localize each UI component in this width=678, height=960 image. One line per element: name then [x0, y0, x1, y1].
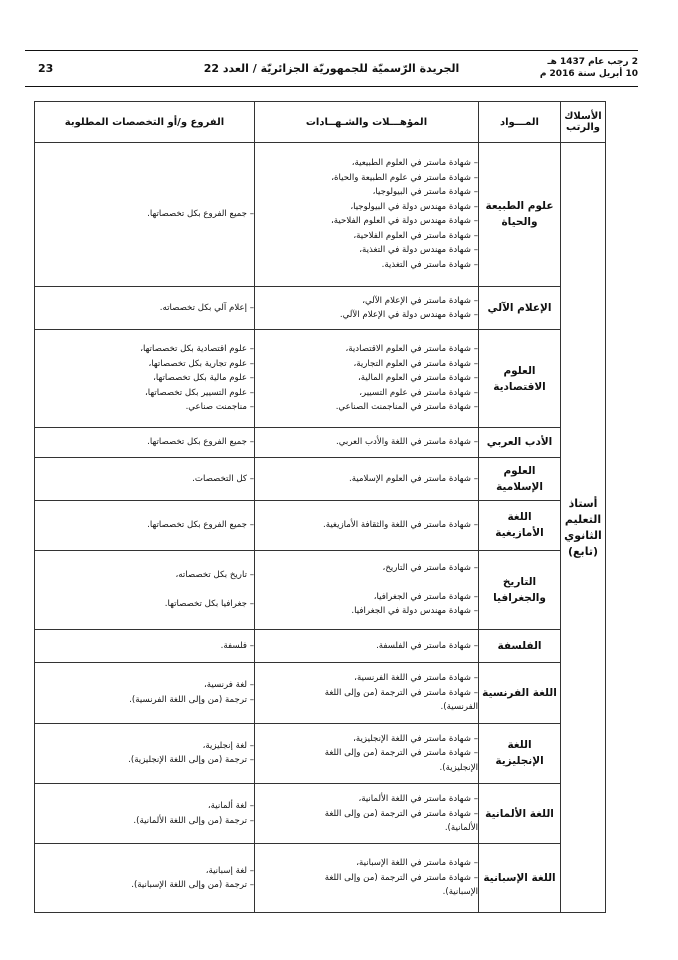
table-row — [35, 784, 606, 844]
qualifications-cell — [255, 427, 479, 457]
specialty-item: – ترجمة (من وإلى اللغة الإسبانية). — [131, 880, 254, 891]
header-subject: المـــواد — [479, 102, 561, 143]
specialties-cell — [35, 501, 255, 550]
subject-cell — [479, 663, 561, 723]
subject-label: الإسلامية — [496, 481, 543, 494]
qualifications-cell — [255, 723, 479, 783]
subject-cell — [479, 501, 561, 550]
table-row — [35, 501, 606, 550]
subject-label: اللغة الفرنسية — [482, 686, 557, 699]
rank-label: التعليم — [564, 512, 602, 526]
qualification-item: – شهادة ماستر في اللغة الإسبانية، — [356, 858, 478, 869]
specialty-item: – لغة إسبانية، — [205, 865, 254, 876]
table-row — [35, 458, 606, 501]
specialty-item: – جغرافيا بكل تخصصاتها. — [164, 599, 254, 610]
qualification-item: الإنجليزية). — [439, 762, 478, 773]
qualifications-cell — [255, 784, 479, 844]
qualifications-cell — [255, 458, 479, 501]
table-row — [35, 143, 606, 287]
subject-label: العلوم — [503, 465, 536, 478]
qualification-item: الإسبانية). — [442, 887, 478, 898]
qualification-item: – شهادة ماستر في الترجمة (من وإلى اللغة — [324, 872, 478, 883]
qualification-item: – شهادة ماستر في العلوم المالية، — [357, 373, 478, 384]
header-rank: الأسلاك والرتب — [561, 102, 606, 143]
qualifications-cell — [255, 663, 479, 723]
qualifications-cell — [255, 844, 479, 913]
subject-cell — [479, 143, 561, 287]
qualifications-cell — [255, 630, 479, 663]
specialties-cell — [35, 286, 255, 329]
specialty-item: – جميع الفروع بكل تخصصاتها. — [147, 209, 254, 220]
table-row — [35, 330, 606, 428]
qualification-item: – شهادة ماستر في الترجمة (من وإلى اللغة — [324, 748, 478, 759]
qualification-item: – شهادة ماستر في الفلسفة. — [376, 640, 478, 651]
qualification-item: الفرنسية). — [440, 702, 478, 713]
specialty-item: – لغة إنجليزية، — [202, 740, 254, 751]
journal-title: الجريدة الرّسميّة للجمهوريّة الجزائريّة / العدد 22 — [203, 62, 460, 75]
specialties-cell — [35, 143, 255, 287]
page-number: 23 — [38, 62, 54, 75]
table-header-row — [35, 102, 606, 143]
specialty-item: – ترجمة (من وإلى اللغة الإنجليزية). — [128, 755, 254, 766]
qualification-item: – شهادة ماستر في الإعلام الآلي، — [362, 295, 478, 306]
qualification-item: – شهادة ماستر في التغذية. — [381, 259, 478, 270]
qualification-item: – شهادة ماستر في اللغة والأدب العربي. — [336, 437, 478, 448]
qualification-item: – شهادة مهندس دولة في العلوم الفلاحية، — [331, 216, 478, 227]
subject-cell — [479, 550, 561, 630]
rank-label: أستاذ — [568, 496, 598, 510]
header-qualifications: المؤهـــلات والشـهــادات — [255, 102, 479, 143]
subject-label: العلوم — [503, 364, 536, 377]
specialty-item: – علوم مالية بكل تخصصاتها، — [153, 373, 254, 384]
top-rule — [25, 50, 638, 51]
qualification-item: – شهادة ماستر في العلوم التجارية، — [353, 358, 478, 369]
specialties-cell — [35, 663, 255, 723]
subject-label: اللغة الإسبانية — [483, 872, 556, 885]
specialties-cell — [35, 784, 255, 844]
qualifications-cell — [255, 330, 479, 428]
rank-label: الثانوي — [564, 528, 602, 542]
qualification-item: – شهادة ماستر في الترجمة (من وإلى اللغة — [324, 687, 478, 698]
specialties-cell — [35, 427, 255, 457]
qualification-item: – شهادة مهندس دولة في الإعلام الآلي. — [339, 310, 478, 321]
requirements-table — [34, 101, 606, 913]
specialties-cell — [35, 458, 255, 501]
qualifications-cell — [255, 550, 479, 630]
page-header — [25, 56, 638, 86]
qualification-item: – شهادة ماستر في العلوم الإسلامية. — [348, 473, 478, 484]
qualification-item: – شهادة ماستر في التاريخ، — [382, 562, 478, 573]
subject-label: الاقتصادية — [493, 380, 546, 393]
qualification-item: – شهادة ماستر في الجغرافيا، — [373, 591, 478, 602]
table-row — [35, 630, 606, 663]
specialty-item: – علوم التسيير بكل تخصصاتها، — [144, 387, 254, 398]
subject-label: التاريخ — [502, 575, 537, 588]
subject-cell — [479, 723, 561, 783]
qualification-item: – شهادة ماستر في المناجمنت الصناعي. — [335, 402, 478, 413]
specialties-cell — [35, 630, 255, 663]
rank-label: (تابع) — [568, 544, 598, 558]
qualification-item: – شهادة ماستر في اللغة الفرنسية، — [354, 673, 478, 684]
table-body — [35, 143, 606, 913]
table-row — [35, 286, 606, 329]
table-row — [35, 723, 606, 783]
specialty-item: – جميع الفروع بكل تخصصاتها. — [147, 437, 254, 448]
qualification-item: – شهادة ماستر في علوم الطبيعة والحياة، — [331, 172, 478, 183]
subject-label: اللغة الألمانية — [485, 807, 554, 820]
specialty-item: – إعلام آلي بكل تخصصاته. — [159, 302, 254, 313]
subject-label: اللغة — [507, 739, 532, 752]
subject-label: الأدب العربي — [486, 436, 553, 449]
specialty-item: – جميع الفروع بكل تخصصاتها. — [147, 520, 254, 531]
subject-label: اللغة — [507, 511, 532, 524]
specialty-item: – ترجمة (من وإلى اللغة الفرنسية). — [129, 694, 254, 705]
header-bottom-rule — [25, 86, 638, 87]
qualification-item: – شهادة ماستر في الترجمة (من وإلى اللغة — [324, 808, 478, 819]
header-specialties: الفروع و/أو التخصصات المطلوبة — [35, 102, 255, 143]
specialty-item — [35, 583, 254, 598]
qualification-item: – شهادة ماستر في العلوم الطبيعية، — [351, 158, 478, 169]
subject-cell — [479, 630, 561, 663]
qualification-item: – شهادة ماستر في البيولوجيا، — [372, 187, 478, 198]
specialty-item: – فلسفة. — [220, 640, 254, 651]
specialty-item: – علوم تجارية بكل تخصصاتها، — [148, 358, 254, 369]
subject-cell — [479, 330, 561, 428]
table-row — [35, 844, 606, 913]
specialty-item: – لغة فرنسية، — [203, 680, 254, 691]
specialties-cell — [35, 844, 255, 913]
subject-cell — [479, 286, 561, 329]
qualifications-cell — [255, 501, 479, 550]
specialties-cell — [35, 330, 255, 428]
subject-cell — [479, 844, 561, 913]
subject-label: والجغرافيا — [493, 591, 546, 604]
specialty-item: – كل التخصصات. — [192, 473, 254, 484]
subject-label: والحياة — [501, 216, 538, 229]
hijri-date: 2 رجب عام 1437 هـ — [547, 57, 638, 67]
qualification-item: – شهادة مهندس دولة في التغذية، — [359, 245, 478, 256]
qualification-item: – شهادة ماستر في علوم التسيير، — [359, 387, 478, 398]
specialty-item: – ترجمة (من وإلى اللغة الألمانية). — [133, 815, 254, 826]
subject-label: الأمازيغية — [495, 527, 544, 540]
qualifications-cell — [255, 143, 479, 287]
qualifications-cell — [255, 286, 479, 329]
qualification-item: الألمانية). — [444, 823, 478, 834]
subject-label: الفلسفة — [497, 640, 542, 653]
qualification-item: – شهادة مهندس دولة في البيولوجيا، — [350, 201, 478, 212]
table-row — [35, 427, 606, 457]
gregorian-date: 10 أبريل سنة 2016 م — [539, 69, 638, 79]
qualification-item — [255, 575, 478, 590]
qualification-item: – شهادة ماستر في العلوم الفلاحية، — [353, 230, 478, 241]
specialty-item: – علوم اقتصادية بكل تخصصاتها، — [140, 344, 254, 355]
qualification-item: – شهادة مهندس دولة في الجغرافيا. — [351, 606, 478, 617]
specialty-item: – تاريخ بكل تخصصاته، — [175, 570, 254, 581]
subject-label: علوم الطبيعة — [485, 200, 554, 213]
subject-label: الإنجليزية — [495, 755, 544, 768]
qualification-item: – شهادة ماستر في اللغة الألمانية، — [358, 794, 478, 805]
specialty-item: – لغة ألمانية، — [207, 801, 254, 812]
qualification-item: – شهادة ماستر في العلوم الاقتصادية، — [345, 344, 478, 355]
rank-cell — [561, 143, 606, 913]
table-row — [35, 550, 606, 630]
subject-cell — [479, 458, 561, 501]
subject-label: الإعلام الآلي — [487, 302, 552, 315]
table-row — [35, 663, 606, 723]
subject-cell — [479, 427, 561, 457]
qualification-item: – شهادة ماستر في اللغة الإنجليزية، — [353, 733, 478, 744]
subject-cell — [479, 784, 561, 844]
specialties-cell — [35, 723, 255, 783]
qualification-item: – شهادة ماستر في اللغة والثقافة الأمازيغية. — [323, 520, 478, 531]
specialty-item: – مناجمنت صناعي. — [185, 402, 254, 413]
specialties-cell — [35, 550, 255, 630]
